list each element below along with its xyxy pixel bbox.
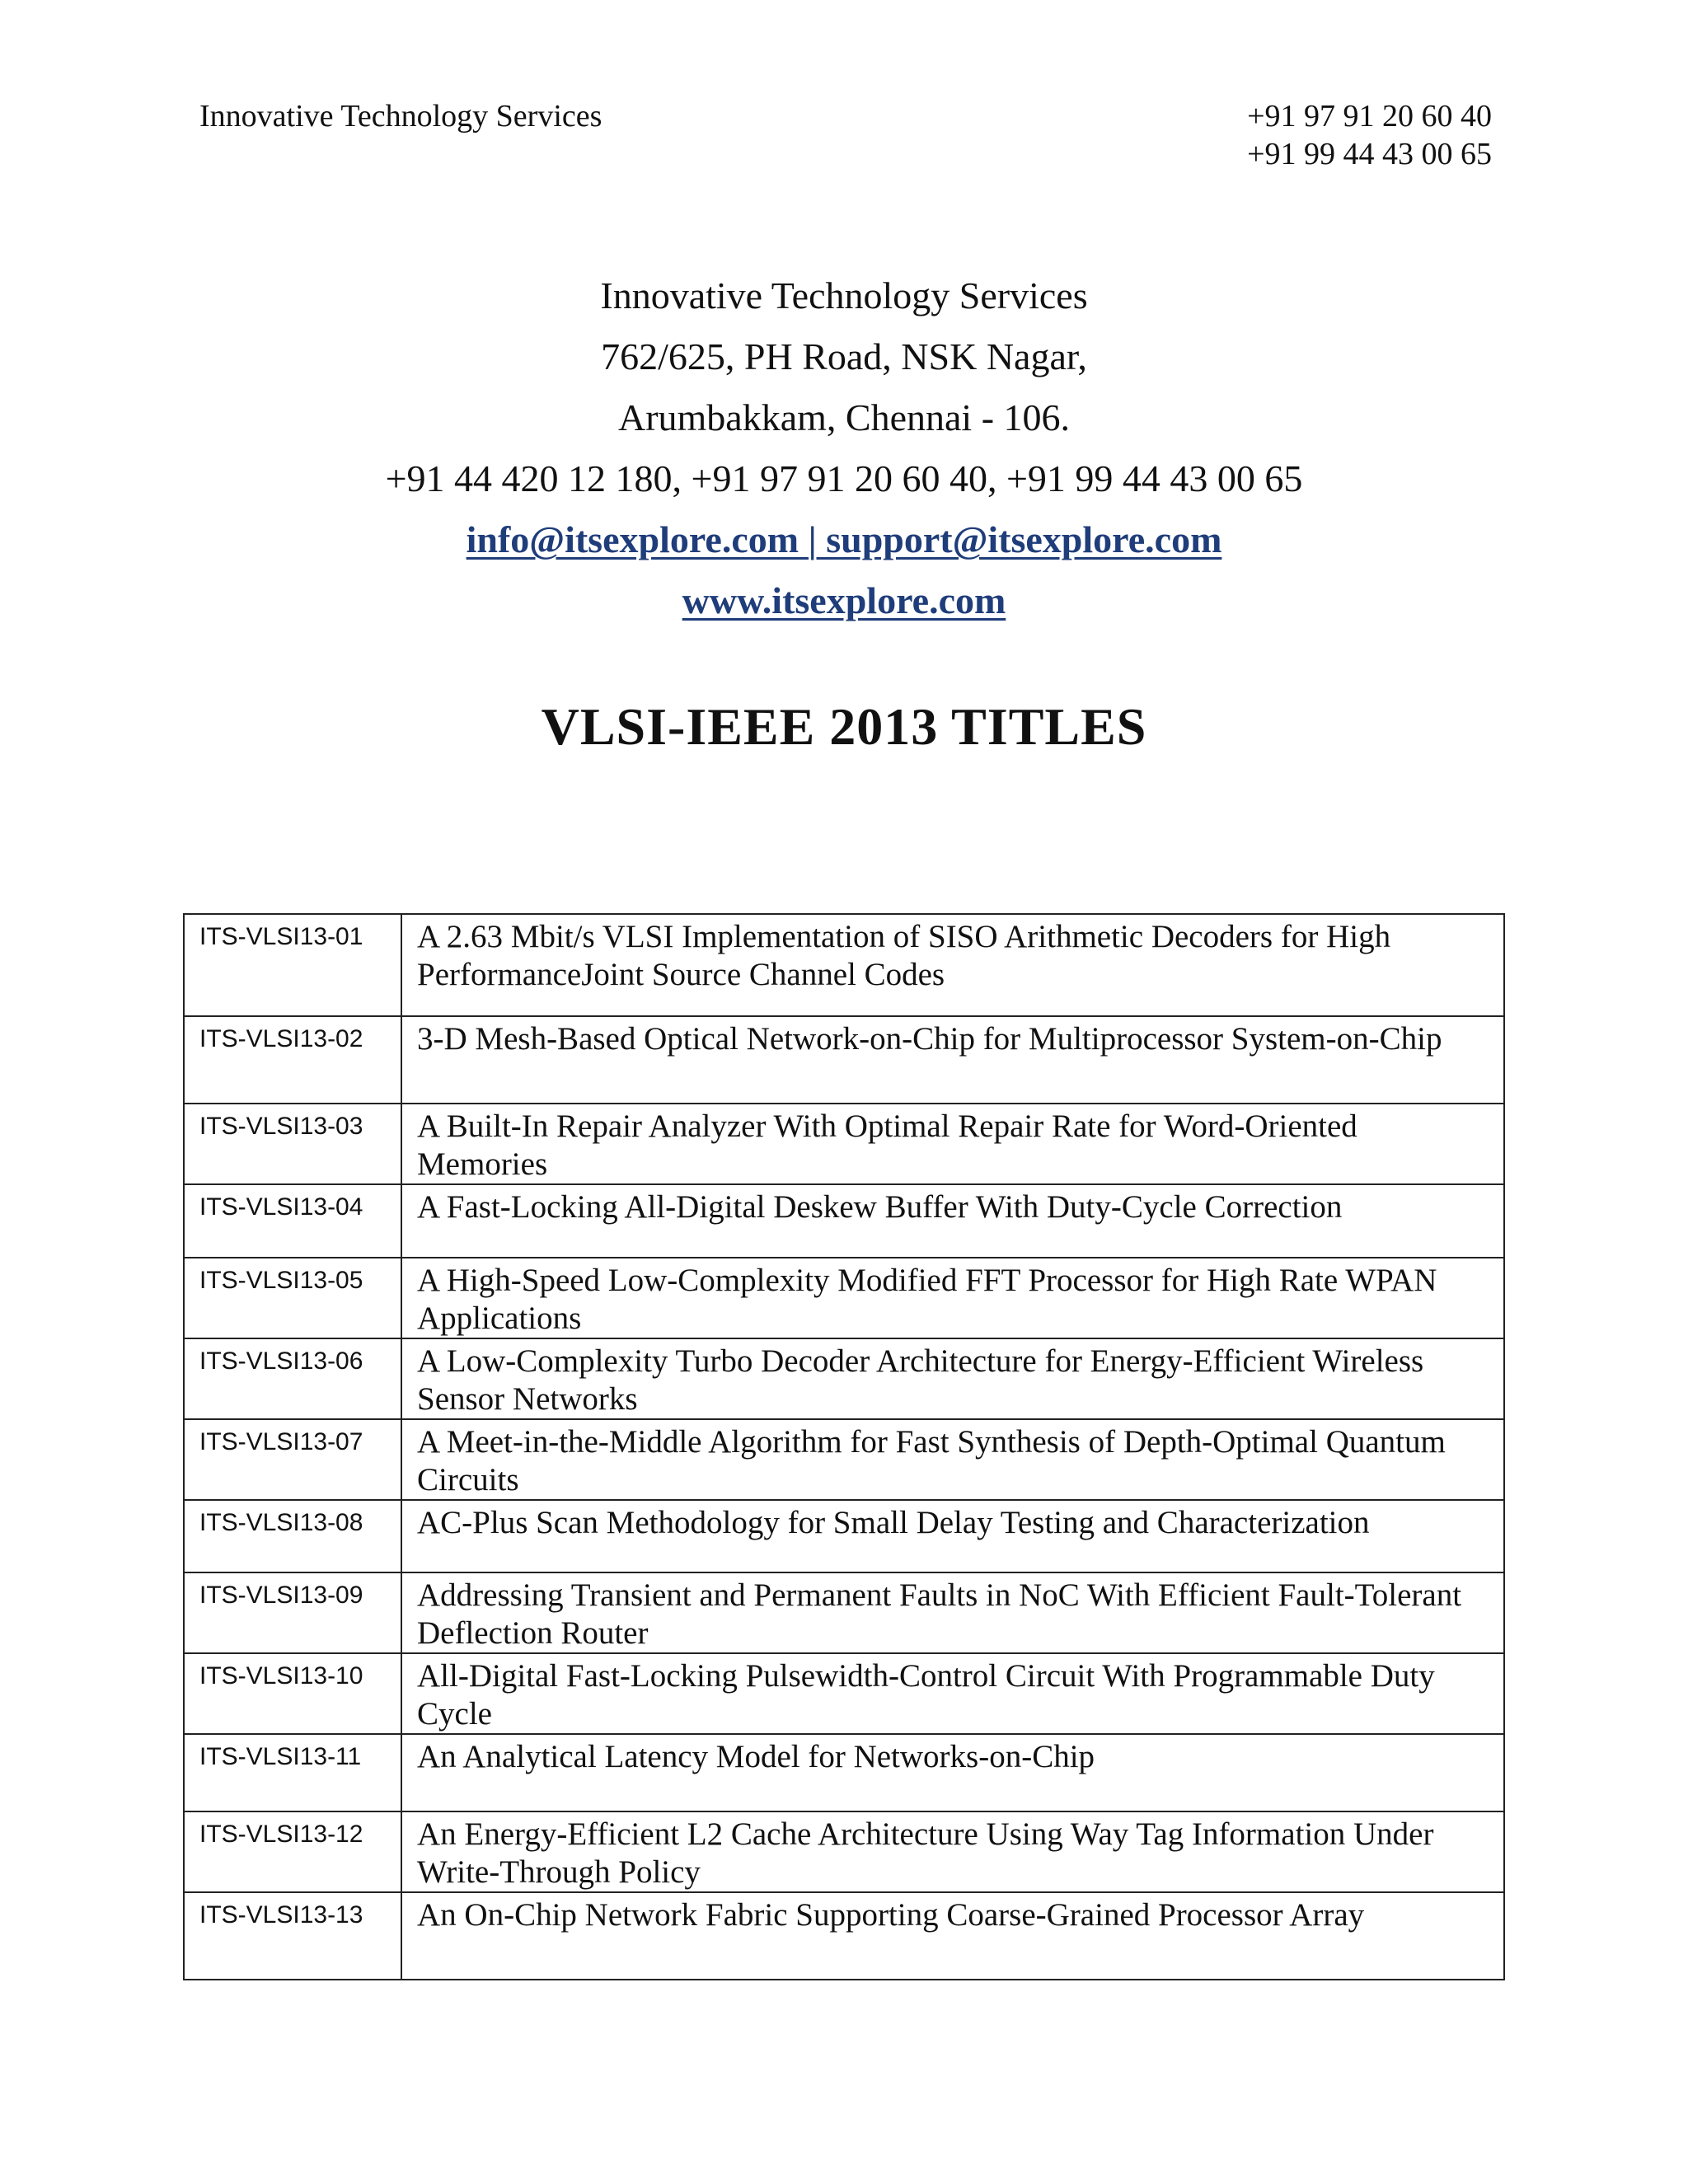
project-code: ITS-VLSI13-09 <box>184 1572 401 1653</box>
table-row <box>184 1653 1504 1734</box>
email-links[interactable]: info@itsexplore.com | support@itsexplore.com <box>466 518 1222 560</box>
project-title: An On-Chip Network Fabric Supporting Coarse-Grained Processor Array <box>401 1892 1504 1980</box>
table-row <box>184 914 1504 1016</box>
address-company: Innovative Technology Services <box>600 274 1088 316</box>
project-code: ITS-VLSI13-11 <box>184 1734 401 1811</box>
address-street: 762/625, PH Road, NSK Nagar, <box>601 335 1087 377</box>
header-phone-2: +91 99 44 43 00 65 <box>1247 137 1492 171</box>
address-block <box>0 265 1688 631</box>
project-title: A Low-Complexity Turbo Decoder Architecture for Energy-Efficient Wireless Sensor Networks <box>401 1338 1504 1419</box>
project-code: ITS-VLSI13-08 <box>184 1500 401 1572</box>
header-company-name: Innovative Technology Services <box>199 99 603 134</box>
titles-table <box>183 913 1505 1980</box>
website-link[interactable]: www.itsexplore.com <box>682 579 1006 621</box>
project-title: An Analytical Latency Model for Networks-on-Chip <box>401 1734 1504 1811</box>
project-title: A 2.63 Mbit/s VLSI Implementation of SISO Arithmetic Decoders for High PerformanceJoint Source Channel Codes <box>401 914 1504 1016</box>
table-row <box>184 1104 1504 1184</box>
project-code: ITS-VLSI13-05 <box>184 1258 401 1338</box>
table-row <box>184 1811 1504 1892</box>
project-title: A Fast-Locking All-Digital Deskew Buffer With Duty-Cycle Correction <box>401 1184 1504 1258</box>
address-phones: +91 44 420 12 180, +91 97 91 20 60 40, +91 99 44 43 00 65 <box>385 457 1303 499</box>
project-title: A Meet-in-the-Middle Algorithm for Fast Synthesis of Depth-Optimal Quantum Circuits <box>401 1419 1504 1500</box>
project-code: ITS-VLSI13-12 <box>184 1811 401 1892</box>
header-phone-numbers <box>1247 97 1492 173</box>
table-row <box>184 1572 1504 1653</box>
email-line <box>0 509 1688 570</box>
project-code: ITS-VLSI13-03 <box>184 1104 401 1184</box>
project-code: ITS-VLSI13-04 <box>184 1184 401 1258</box>
table-row <box>184 1016 1504 1104</box>
project-code: ITS-VLSI13-01 <box>184 914 401 1016</box>
project-code: ITS-VLSI13-02 <box>184 1016 401 1104</box>
header-phone-1: +91 97 91 20 60 40 <box>1247 99 1492 134</box>
project-title: All-Digital Fast-Locking Pulsewidth-Control Circuit With Programmable Duty Cycle <box>401 1653 1504 1734</box>
address-city: Arumbakkam, Chennai - 106. <box>617 396 1071 438</box>
project-title: Addressing Transient and Permanent Faults in NoC With Efficient Fault-Tolerant Deflection Router <box>401 1572 1504 1653</box>
table-row <box>184 1338 1504 1419</box>
project-code: ITS-VLSI13-07 <box>184 1419 401 1500</box>
project-code: ITS-VLSI13-13 <box>184 1892 401 1980</box>
table-row <box>184 1419 1504 1500</box>
table-row <box>184 1258 1504 1338</box>
document-title: VLSI-IEEE 2013 TITLES <box>541 697 1147 756</box>
table-row <box>184 1184 1504 1258</box>
project-title: AC-Plus Scan Methodology for Small Delay Testing and Characterization <box>401 1500 1504 1572</box>
table-row <box>184 1734 1504 1811</box>
table-row <box>184 1892 1504 1980</box>
project-code: ITS-VLSI13-10 <box>184 1653 401 1734</box>
project-title: An Energy-Efficient L2 Cache Architecture Using Way Tag Information Under Write-Through Policy <box>401 1811 1504 1892</box>
project-title: A Built-In Repair Analyzer With Optimal Repair Rate for Word-Oriented Memories <box>401 1104 1504 1184</box>
project-code: ITS-VLSI13-06 <box>184 1338 401 1419</box>
project-title: 3-D Mesh-Based Optical Network-on-Chip for Multiprocessor System-on-Chip <box>401 1016 1504 1104</box>
website-line <box>0 570 1688 631</box>
table-row <box>184 1500 1504 1572</box>
project-title: A High-Speed Low-Complexity Modified FFT Processor for High Rate WPAN Applications <box>401 1258 1504 1338</box>
